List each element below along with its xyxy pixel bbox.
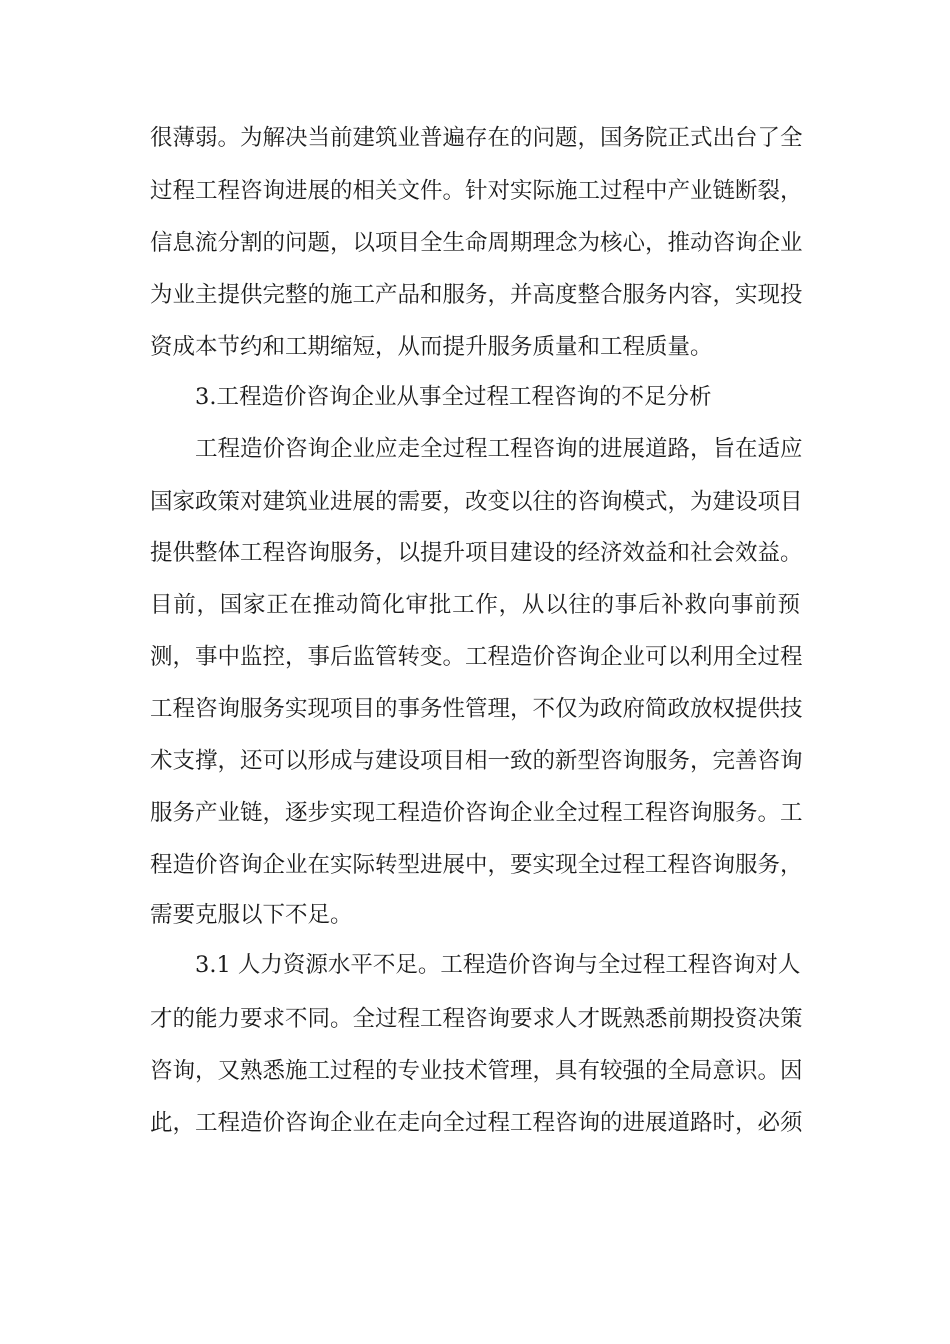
section-heading: 3.工程造价咨询企业从事全过程工程咨询的不足分析 [195, 384, 712, 410]
text-line: 为业主提供完整的施工产品和服务，并高度整合服务内容，实现投 [150, 282, 803, 308]
text-line: 咨询，又熟悉施工过程的专业技术管理，具有较强的全局意识。因 [150, 1058, 803, 1084]
text-line: 资成本节约和工期缩短，从而提升服务质量和工程质量。 [150, 334, 713, 360]
text-line: 需要克服以下不足。 [150, 902, 353, 928]
text-line: 目前，国家正在推动简化审批工作，从以往的事后补救向事前预 [150, 592, 800, 618]
text-line: 才的能力要求不同。全过程工程咨询要求人才既熟悉前期投资决策 [150, 1006, 803, 1032]
text-line: 此，工程造价咨询企业在走向全过程工程咨询的进展道路时，必须 [150, 1110, 803, 1136]
text-line: 过程工程咨询进展的相关文件。针对实际施工过程中产业链断裂， [150, 178, 803, 204]
text-line: 很薄弱。为解决当前建筑业普遍存在的问题，国务院正式出台了全 [150, 125, 803, 151]
text-line: 术支撑，还可以形成与建设项目相一致的新型咨询服务，完善咨询 [150, 748, 803, 774]
text-line: 信息流分割的问题，以项目全生命周期理念为核心，推动咨询企业 [150, 230, 803, 256]
text-line: 提供整体工程咨询服务，以提升项目建设的经济效益和社会效益。 [150, 540, 803, 566]
text-line: 测，事中监控，事后监管转变。工程造价咨询企业可以利用全过程 [150, 644, 803, 670]
text-line: 工程咨询服务实现项目的事务性管理，不仅为政府简政放权提供技 [150, 696, 803, 722]
text-line: 工程造价咨询企业应走全过程工程咨询的进展道路，旨在适应 [195, 436, 803, 462]
text-line: 服务产业链，逐步实现工程造价咨询企业全过程工程咨询服务。工 [150, 800, 803, 826]
subsection-heading: 3.1 人力资源水平不足。工程造价咨询与全过程工程咨询对人 [195, 952, 801, 978]
text-line: 程造价咨询企业在实际转型进展中，要实现全过程工程咨询服务， [150, 852, 803, 878]
text-line: 国家政策对建筑业进展的需要，改变以往的咨询模式，为建设项目 [150, 489, 803, 515]
